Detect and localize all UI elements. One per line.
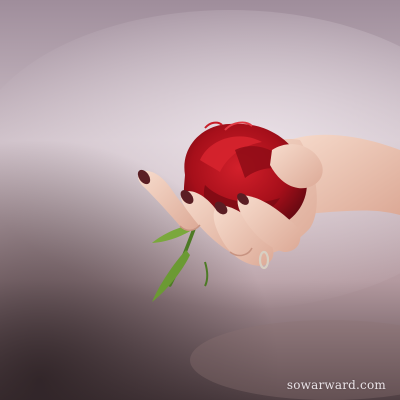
watermark-text: sowarward.com — [286, 378, 386, 392]
